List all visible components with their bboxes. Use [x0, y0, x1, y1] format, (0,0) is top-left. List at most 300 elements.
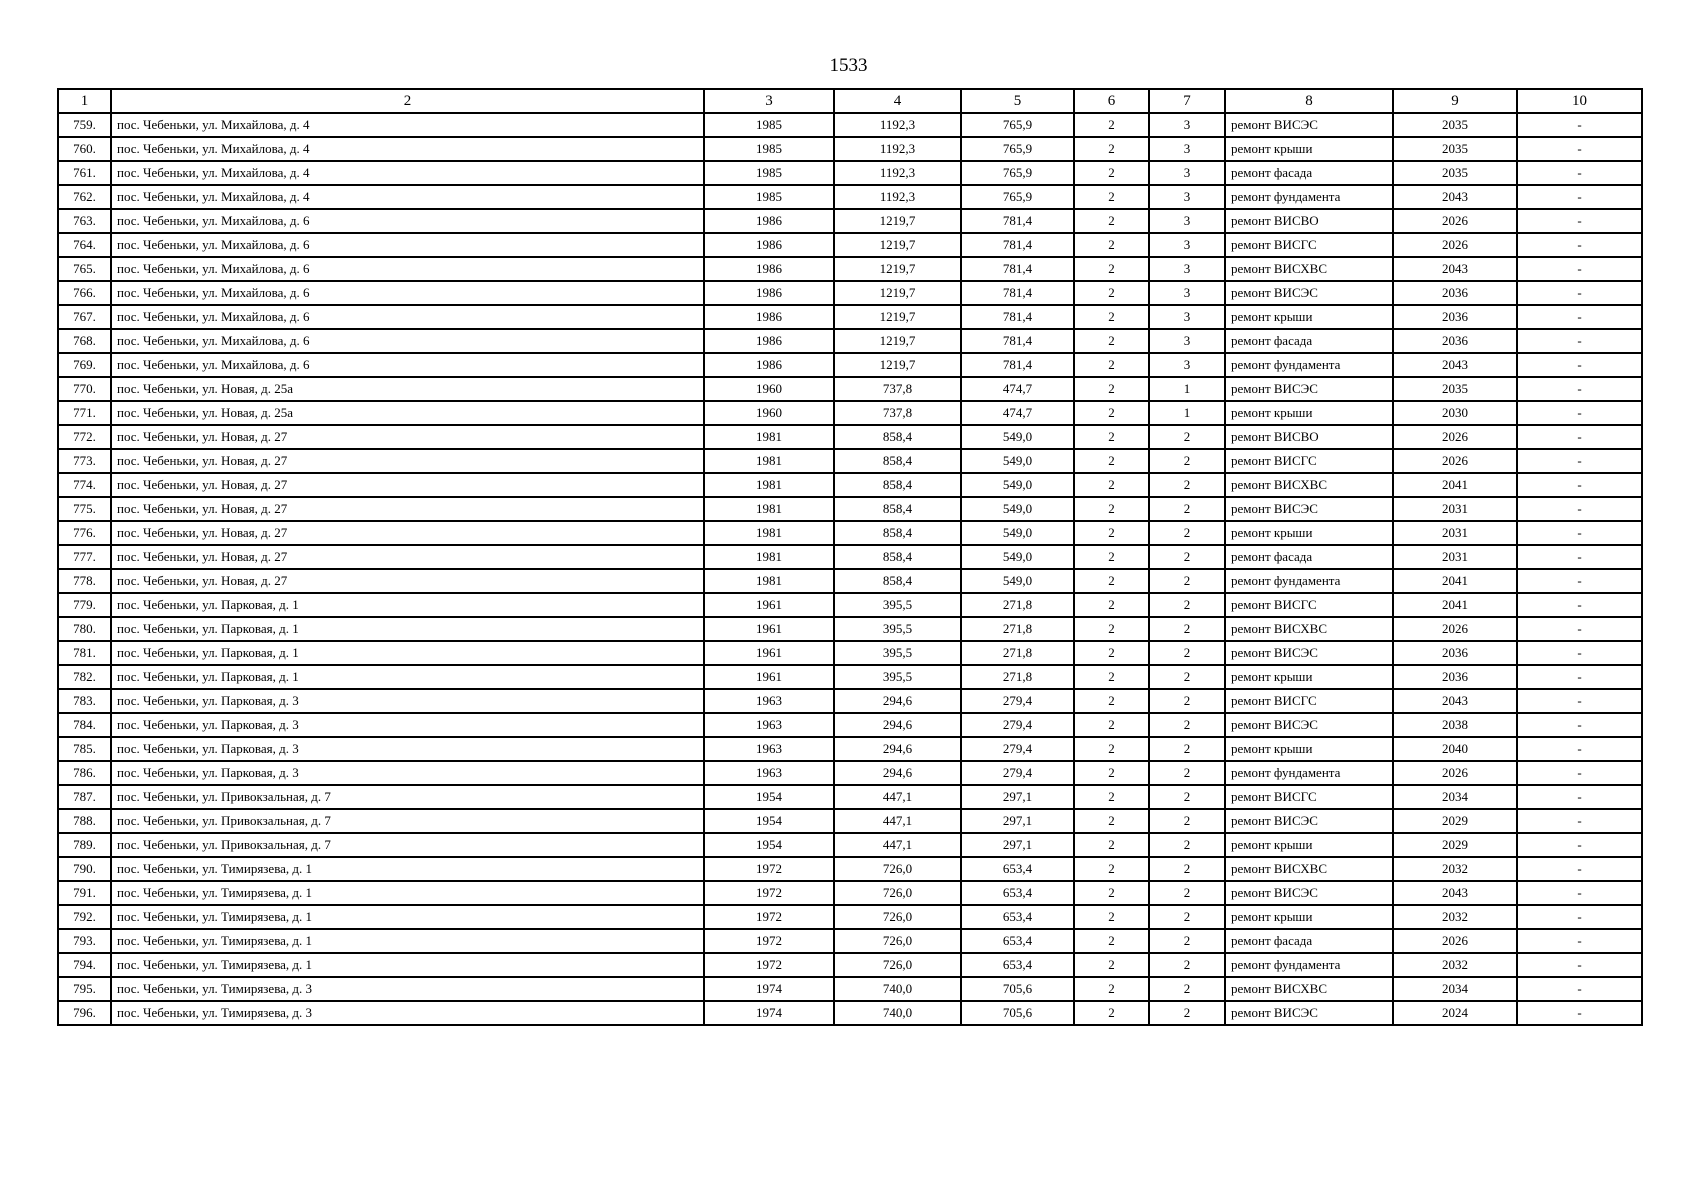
work-type-cell: ремонт ВИСГС [1225, 233, 1393, 257]
floors-cell: 2 [1074, 473, 1149, 497]
construction-year-cell: 1963 [704, 713, 834, 737]
note-cell: - [1517, 449, 1642, 473]
entrances-cell: 3 [1149, 257, 1225, 281]
planned-year-cell: 2038 [1393, 713, 1517, 737]
construction-year-cell: 1960 [704, 401, 834, 425]
note-cell: - [1517, 929, 1642, 953]
work-type-cell: ремонт ВИСЭС [1225, 713, 1393, 737]
planned-year-cell: 2043 [1393, 257, 1517, 281]
planned-year-cell: 2032 [1393, 905, 1517, 929]
living-area-cell: 765,9 [961, 113, 1074, 137]
planned-year-cell: 2043 [1393, 185, 1517, 209]
total-area-cell: 1192,3 [834, 185, 961, 209]
entrances-cell: 2 [1149, 425, 1225, 449]
total-area-cell: 395,5 [834, 665, 961, 689]
living-area-cell: 549,0 [961, 473, 1074, 497]
page-number: 1533 [829, 55, 868, 76]
floors-cell: 2 [1074, 1001, 1149, 1025]
row-number-cell: 769. [58, 353, 111, 377]
living-area-cell: 781,4 [961, 209, 1074, 233]
living-area-cell: 765,9 [961, 137, 1074, 161]
address-cell: пос. Чебеньки, ул. Тимирязева, д. 3 [111, 1001, 704, 1025]
construction-year-cell: 1963 [704, 737, 834, 761]
total-area-cell: 294,6 [834, 737, 961, 761]
row-number-cell: 771. [58, 401, 111, 425]
note-cell: - [1517, 713, 1642, 737]
construction-year-cell: 1961 [704, 641, 834, 665]
row-number-cell: 784. [58, 713, 111, 737]
table-row [58, 185, 1642, 209]
planned-year-cell: 2026 [1393, 425, 1517, 449]
note-cell: - [1517, 689, 1642, 713]
table-row [58, 569, 1642, 593]
total-area-cell: 395,5 [834, 617, 961, 641]
note-cell: - [1517, 545, 1642, 569]
note-cell: - [1517, 233, 1642, 257]
row-number-cell: 786. [58, 761, 111, 785]
living-area-cell: 271,8 [961, 617, 1074, 641]
construction-year-cell: 1972 [704, 953, 834, 977]
address-cell: пос. Чебеньки, ул. Михайлова, д. 6 [111, 209, 704, 233]
floors-cell: 2 [1074, 425, 1149, 449]
entrances-cell: 2 [1149, 569, 1225, 593]
work-type-cell: ремонт ВИСВО [1225, 425, 1393, 449]
column-header: 3 [704, 89, 834, 113]
table-row [58, 209, 1642, 233]
work-type-cell: ремонт фундамента [1225, 569, 1393, 593]
floors-cell: 2 [1074, 161, 1149, 185]
address-cell: пос. Чебеньки, ул. Парковая, д. 3 [111, 689, 704, 713]
note-cell: - [1517, 569, 1642, 593]
work-type-cell: ремонт крыши [1225, 833, 1393, 857]
construction-year-cell: 1985 [704, 137, 834, 161]
note-cell: - [1517, 425, 1642, 449]
table-row [58, 689, 1642, 713]
total-area-cell: 858,4 [834, 449, 961, 473]
living-area-cell: 705,6 [961, 977, 1074, 1001]
living-area-cell: 781,4 [961, 257, 1074, 281]
entrances-cell: 2 [1149, 665, 1225, 689]
work-type-cell: ремонт ВИСХВС [1225, 857, 1393, 881]
row-number-cell: 795. [58, 977, 111, 1001]
row-number-cell: 773. [58, 449, 111, 473]
row-number-cell: 777. [58, 545, 111, 569]
row-number-cell: 785. [58, 737, 111, 761]
note-cell: - [1517, 257, 1642, 281]
floors-cell: 2 [1074, 521, 1149, 545]
floors-cell: 2 [1074, 665, 1149, 689]
construction-year-cell: 1981 [704, 425, 834, 449]
floors-cell: 2 [1074, 977, 1149, 1001]
construction-year-cell: 1963 [704, 761, 834, 785]
living-area-cell: 279,4 [961, 761, 1074, 785]
entrances-cell: 2 [1149, 521, 1225, 545]
construction-year-cell: 1986 [704, 329, 834, 353]
address-cell: пос. Чебеньки, ул. Михайлова, д. 6 [111, 281, 704, 305]
planned-year-cell: 2026 [1393, 617, 1517, 641]
total-area-cell: 858,4 [834, 473, 961, 497]
entrances-cell: 1 [1149, 401, 1225, 425]
address-cell: пос. Чебеньки, ул. Новая, д. 27 [111, 497, 704, 521]
total-area-cell: 294,6 [834, 761, 961, 785]
total-area-cell: 858,4 [834, 425, 961, 449]
living-area-cell: 653,4 [961, 929, 1074, 953]
table-row [58, 329, 1642, 353]
row-number-cell: 781. [58, 641, 111, 665]
floors-cell: 2 [1074, 953, 1149, 977]
total-area-cell: 726,0 [834, 905, 961, 929]
entrances-cell: 2 [1149, 449, 1225, 473]
planned-year-cell: 2030 [1393, 401, 1517, 425]
row-number-cell: 761. [58, 161, 111, 185]
note-cell: - [1517, 881, 1642, 905]
planned-year-cell: 2036 [1393, 305, 1517, 329]
row-number-cell: 790. [58, 857, 111, 881]
address-cell: пос. Чебеньки, ул. Новая, д. 25а [111, 377, 704, 401]
living-area-cell: 781,4 [961, 305, 1074, 329]
note-cell: - [1517, 905, 1642, 929]
note-cell: - [1517, 665, 1642, 689]
planned-year-cell: 2035 [1393, 113, 1517, 137]
note-cell: - [1517, 137, 1642, 161]
living-area-cell: 765,9 [961, 185, 1074, 209]
living-area-cell: 474,7 [961, 377, 1074, 401]
address-cell: пос. Чебеньки, ул. Михайлова, д. 6 [111, 257, 704, 281]
address-cell: пос. Чебеньки, ул. Парковая, д. 1 [111, 641, 704, 665]
note-cell: - [1517, 761, 1642, 785]
total-area-cell: 858,4 [834, 497, 961, 521]
row-number-cell: 783. [58, 689, 111, 713]
entrances-cell: 2 [1149, 929, 1225, 953]
note-cell: - [1517, 377, 1642, 401]
note-cell: - [1517, 161, 1642, 185]
total-area-cell: 737,8 [834, 377, 961, 401]
work-type-cell: ремонт ВИСГС [1225, 689, 1393, 713]
floors-cell: 2 [1074, 353, 1149, 377]
total-area-cell: 395,5 [834, 641, 961, 665]
table-row [58, 833, 1642, 857]
construction-year-cell: 1954 [704, 833, 834, 857]
row-number-cell: 780. [58, 617, 111, 641]
entrances-cell: 2 [1149, 833, 1225, 857]
row-number-cell: 778. [58, 569, 111, 593]
table-row [58, 713, 1642, 737]
floors-cell: 2 [1074, 737, 1149, 761]
living-area-cell: 279,4 [961, 689, 1074, 713]
construction-year-cell: 1986 [704, 353, 834, 377]
table-row [58, 449, 1642, 473]
address-cell: пос. Чебеньки, ул. Новая, д. 27 [111, 569, 704, 593]
planned-year-cell: 2043 [1393, 881, 1517, 905]
construction-year-cell: 1986 [704, 233, 834, 257]
column-header: 8 [1225, 89, 1393, 113]
total-area-cell: 294,6 [834, 689, 961, 713]
work-type-cell: ремонт крыши [1225, 521, 1393, 545]
note-cell: - [1517, 857, 1642, 881]
row-number-cell: 766. [58, 281, 111, 305]
planned-year-cell: 2043 [1393, 689, 1517, 713]
floors-cell: 2 [1074, 401, 1149, 425]
note-cell: - [1517, 737, 1642, 761]
address-cell: пос. Чебеньки, ул. Михайлова, д. 6 [111, 353, 704, 377]
table-row [58, 113, 1642, 137]
work-type-cell: ремонт ВИСЭС [1225, 377, 1393, 401]
planned-year-cell: 2036 [1393, 281, 1517, 305]
construction-year-cell: 1986 [704, 305, 834, 329]
column-header: 10 [1517, 89, 1642, 113]
entrances-cell: 2 [1149, 905, 1225, 929]
planned-year-cell: 2036 [1393, 641, 1517, 665]
entrances-cell: 3 [1149, 233, 1225, 257]
entrances-cell: 2 [1149, 953, 1225, 977]
work-type-cell: ремонт ВИСЭС [1225, 113, 1393, 137]
planned-year-cell: 2031 [1393, 521, 1517, 545]
floors-cell: 2 [1074, 497, 1149, 521]
row-number-cell: 759. [58, 113, 111, 137]
row-number-cell: 764. [58, 233, 111, 257]
table-row [58, 521, 1642, 545]
entrances-cell: 2 [1149, 1001, 1225, 1025]
table-row [58, 593, 1642, 617]
table-row [58, 617, 1642, 641]
total-area-cell: 726,0 [834, 881, 961, 905]
planned-year-cell: 2026 [1393, 233, 1517, 257]
address-cell: пос. Чебеньки, ул. Парковая, д. 3 [111, 761, 704, 785]
construction-year-cell: 1985 [704, 113, 834, 137]
table-row [58, 281, 1642, 305]
table-row [58, 425, 1642, 449]
table-row [58, 305, 1642, 329]
planned-year-cell: 2032 [1393, 857, 1517, 881]
row-number-cell: 763. [58, 209, 111, 233]
total-area-cell: 726,0 [834, 857, 961, 881]
address-cell: пос. Чебеньки, ул. Новая, д. 27 [111, 473, 704, 497]
entrances-cell: 2 [1149, 785, 1225, 809]
planned-year-cell: 2029 [1393, 809, 1517, 833]
row-number-cell: 760. [58, 137, 111, 161]
address-cell: пос. Чебеньки, ул. Парковая, д. 3 [111, 713, 704, 737]
planned-year-cell: 2035 [1393, 161, 1517, 185]
note-cell: - [1517, 353, 1642, 377]
table-row [58, 761, 1642, 785]
table-body [58, 113, 1642, 1025]
note-cell: - [1517, 497, 1642, 521]
address-cell: пос. Чебеньки, ул. Новая, д. 25а [111, 401, 704, 425]
row-number-cell: 782. [58, 665, 111, 689]
row-number-cell: 789. [58, 833, 111, 857]
table-row [58, 545, 1642, 569]
address-cell: пос. Чебеньки, ул. Привокзальная, д. 7 [111, 809, 704, 833]
row-number-cell: 779. [58, 593, 111, 617]
construction-year-cell: 1972 [704, 905, 834, 929]
construction-year-cell: 1986 [704, 281, 834, 305]
living-area-cell: 549,0 [961, 449, 1074, 473]
table-row [58, 233, 1642, 257]
construction-year-cell: 1981 [704, 473, 834, 497]
planned-year-cell: 2041 [1393, 569, 1517, 593]
table-row [58, 881, 1642, 905]
work-type-cell: ремонт ВИСХВС [1225, 257, 1393, 281]
total-area-cell: 858,4 [834, 521, 961, 545]
entrances-cell: 2 [1149, 713, 1225, 737]
floors-cell: 2 [1074, 857, 1149, 881]
construction-year-cell: 1960 [704, 377, 834, 401]
planned-year-cell: 2036 [1393, 329, 1517, 353]
note-cell: - [1517, 329, 1642, 353]
work-type-cell: ремонт крыши [1225, 305, 1393, 329]
address-cell: пос. Чебеньки, ул. Михайлова, д. 4 [111, 137, 704, 161]
construction-year-cell: 1981 [704, 521, 834, 545]
construction-year-cell: 1981 [704, 449, 834, 473]
note-cell: - [1517, 833, 1642, 857]
entrances-cell: 2 [1149, 617, 1225, 641]
row-number-cell: 794. [58, 953, 111, 977]
work-type-cell: ремонт ВИСХВС [1225, 617, 1393, 641]
planned-year-cell: 2031 [1393, 497, 1517, 521]
total-area-cell: 858,4 [834, 569, 961, 593]
table-row [58, 641, 1642, 665]
living-area-cell: 549,0 [961, 545, 1074, 569]
table-row [58, 497, 1642, 521]
planned-year-cell: 2031 [1393, 545, 1517, 569]
total-area-cell: 1219,7 [834, 233, 961, 257]
construction-year-cell: 1985 [704, 185, 834, 209]
work-type-cell: ремонт ВИСЭС [1225, 641, 1393, 665]
row-number-cell: 772. [58, 425, 111, 449]
floors-cell: 2 [1074, 809, 1149, 833]
address-cell: пос. Чебеньки, ул. Новая, д. 27 [111, 425, 704, 449]
table-row [58, 737, 1642, 761]
living-area-cell: 781,4 [961, 353, 1074, 377]
table-row [58, 977, 1642, 1001]
address-cell: пос. Чебеньки, ул. Парковая, д. 1 [111, 593, 704, 617]
note-cell: - [1517, 473, 1642, 497]
entrances-cell: 2 [1149, 737, 1225, 761]
entrances-cell: 3 [1149, 209, 1225, 233]
total-area-cell: 740,0 [834, 977, 961, 1001]
table-row [58, 473, 1642, 497]
floors-cell: 2 [1074, 785, 1149, 809]
row-number-cell: 765. [58, 257, 111, 281]
construction-year-cell: 1985 [704, 161, 834, 185]
entrances-cell: 3 [1149, 137, 1225, 161]
floors-cell: 2 [1074, 617, 1149, 641]
work-type-cell: ремонт фундамента [1225, 953, 1393, 977]
work-type-cell: ремонт фундамента [1225, 353, 1393, 377]
table-row [58, 665, 1642, 689]
planned-year-cell: 2026 [1393, 761, 1517, 785]
note-cell: - [1517, 305, 1642, 329]
living-area-cell: 781,4 [961, 233, 1074, 257]
planned-year-cell: 2026 [1393, 449, 1517, 473]
column-header: 6 [1074, 89, 1149, 113]
table-row [58, 785, 1642, 809]
planned-year-cell: 2032 [1393, 953, 1517, 977]
entrances-cell: 2 [1149, 473, 1225, 497]
column-header: 5 [961, 89, 1074, 113]
total-area-cell: 726,0 [834, 929, 961, 953]
work-type-cell: ремонт ВИСВО [1225, 209, 1393, 233]
note-cell: - [1517, 281, 1642, 305]
note-cell: - [1517, 185, 1642, 209]
row-number-cell: 787. [58, 785, 111, 809]
floors-cell: 2 [1074, 233, 1149, 257]
note-cell: - [1517, 593, 1642, 617]
total-area-cell: 1219,7 [834, 257, 961, 281]
entrances-cell: 2 [1149, 545, 1225, 569]
table-row [58, 377, 1642, 401]
row-number-cell: 776. [58, 521, 111, 545]
total-area-cell: 1219,7 [834, 281, 961, 305]
construction-year-cell: 1974 [704, 977, 834, 1001]
note-cell: - [1517, 1001, 1642, 1025]
floors-cell: 2 [1074, 281, 1149, 305]
work-type-cell: ремонт ВИСХВС [1225, 977, 1393, 1001]
repair-schedule-table [57, 88, 1643, 1026]
planned-year-cell: 2040 [1393, 737, 1517, 761]
address-cell: пос. Чебеньки, ул. Тимирязева, д. 1 [111, 857, 704, 881]
work-type-cell: ремонт ВИСГС [1225, 593, 1393, 617]
planned-year-cell: 2043 [1393, 353, 1517, 377]
floors-cell: 2 [1074, 209, 1149, 233]
work-type-cell: ремонт ВИСЭС [1225, 281, 1393, 305]
floors-cell: 2 [1074, 137, 1149, 161]
floors-cell: 2 [1074, 113, 1149, 137]
living-area-cell: 279,4 [961, 713, 1074, 737]
work-type-cell: ремонт крыши [1225, 401, 1393, 425]
construction-year-cell: 1961 [704, 593, 834, 617]
work-type-cell: ремонт крыши [1225, 137, 1393, 161]
entrances-cell: 2 [1149, 977, 1225, 1001]
living-area-cell: 549,0 [961, 521, 1074, 545]
construction-year-cell: 1981 [704, 545, 834, 569]
living-area-cell: 705,6 [961, 1001, 1074, 1025]
entrances-cell: 3 [1149, 305, 1225, 329]
construction-year-cell: 1972 [704, 929, 834, 953]
floors-cell: 2 [1074, 305, 1149, 329]
planned-year-cell: 2029 [1393, 833, 1517, 857]
total-area-cell: 737,8 [834, 401, 961, 425]
living-area-cell: 297,1 [961, 785, 1074, 809]
address-cell: пос. Чебеньки, ул. Привокзальная, д. 7 [111, 833, 704, 857]
entrances-cell: 2 [1149, 857, 1225, 881]
note-cell: - [1517, 785, 1642, 809]
planned-year-cell: 2024 [1393, 1001, 1517, 1025]
entrances-cell: 2 [1149, 881, 1225, 905]
table-row [58, 857, 1642, 881]
living-area-cell: 653,4 [961, 953, 1074, 977]
construction-year-cell: 1986 [704, 257, 834, 281]
address-cell: пос. Чебеньки, ул. Михайлова, д. 6 [111, 305, 704, 329]
living-area-cell: 781,4 [961, 281, 1074, 305]
work-type-cell: ремонт крыши [1225, 905, 1393, 929]
column-header: 9 [1393, 89, 1517, 113]
work-type-cell: ремонт ВИСЭС [1225, 1001, 1393, 1025]
construction-year-cell: 1963 [704, 689, 834, 713]
row-number-cell: 788. [58, 809, 111, 833]
entrances-cell: 2 [1149, 497, 1225, 521]
work-type-cell: ремонт ВИСЭС [1225, 809, 1393, 833]
construction-year-cell: 1972 [704, 881, 834, 905]
floors-cell: 2 [1074, 329, 1149, 353]
work-type-cell: ремонт ВИСХВС [1225, 473, 1393, 497]
address-cell: пос. Чебеньки, ул. Михайлова, д. 4 [111, 161, 704, 185]
total-area-cell: 1192,3 [834, 137, 961, 161]
entrances-cell: 3 [1149, 161, 1225, 185]
address-cell: пос. Чебеньки, ул. Михайлова, д. 6 [111, 233, 704, 257]
floors-cell: 2 [1074, 833, 1149, 857]
table-row [58, 1001, 1642, 1025]
